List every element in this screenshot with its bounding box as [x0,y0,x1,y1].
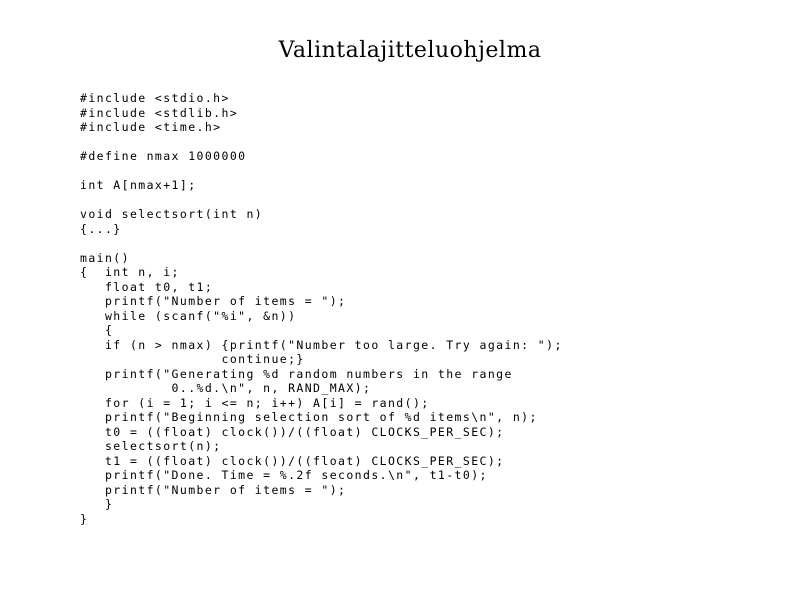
slide-title: Valintalajitteluohjelma [278,38,542,63]
code-line: main() [80,250,130,265]
code-line: if (n > nmax) {printf("Number too large. Try again: "); [80,337,563,352]
code-line: t1 = ((float) clock())/((float) CLOCKS_PER_SEC); [80,453,505,468]
code-line: selectsort(n); [80,439,222,453]
code-line [80,236,780,251]
code-line: #include <time.h> [80,120,222,134]
code-line: #define nmax 1000000 [80,149,247,163]
code-line: int A[nmax+1]; [80,178,197,192]
code-line: #include <stdio.h> [80,91,230,105]
code-line [80,135,780,150]
code-line: {...} [80,221,122,236]
code-line: void selectsort(int n) [80,207,264,221]
code-line [80,193,780,208]
code-line [80,164,780,179]
code-line: continue;} [80,352,305,366]
code-line: { [80,323,114,337]
code-line: 0..%d.\n", n, RAND_MAX); [80,381,372,395]
code-line: t0 = ((float) clock())/((float) CLOCKS_PER_SEC); [80,424,505,439]
code-listing [80,91,780,526]
code-line: { int n, i; [80,265,180,279]
code-line: printf("Number of items = "); [80,294,347,308]
code-line: } [80,497,114,511]
code-line: while (scanf("%i", &n)) [80,308,297,323]
code-line: float t0, t1; [80,279,214,294]
code-line: printf("Number of items = "); [80,482,347,497]
code-line: for (i = 1; i <= n; i++) A[i] = rand(); [80,395,430,410]
code-line: printf("Generating %d random numbers in the range [80,366,513,381]
code-line: printf("Beginning selection sort of %d items\n", n); [80,410,538,424]
code-line: #include <stdlib.h> [80,105,239,120]
code-line: printf("Done. Time = %.2f seconds.\n", t1-t0); [80,468,488,482]
code-line: } [80,511,89,526]
